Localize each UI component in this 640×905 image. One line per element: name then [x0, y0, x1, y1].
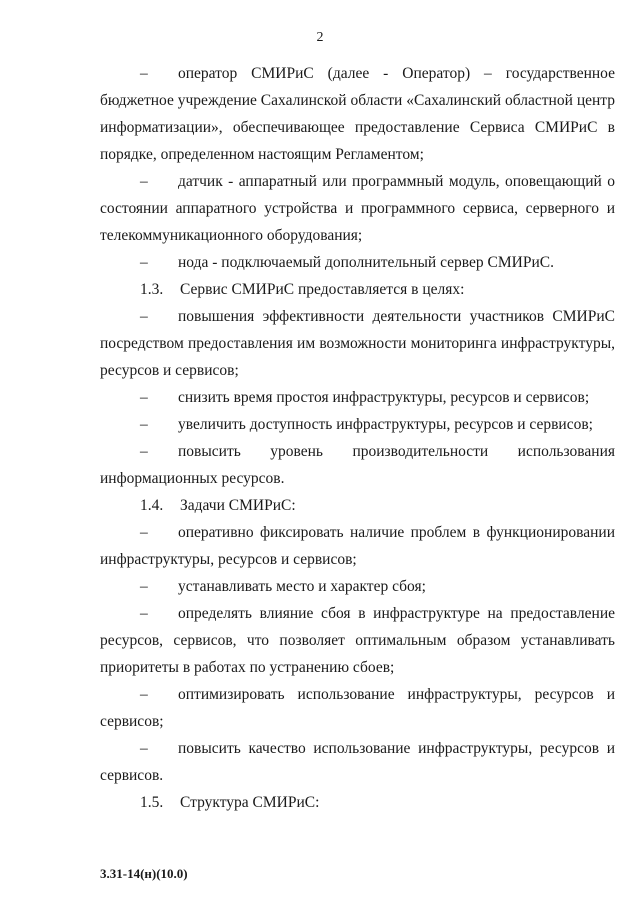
list-dash: – — [140, 254, 148, 271]
text-line: сервисов; — [100, 713, 164, 730]
list-item: – повысить уровень производительности использования — [140, 443, 615, 460]
text-line: посредством предоставления им возможности мониторинга инфраструктуры, — [100, 335, 615, 352]
list-item: – увеличить доступность инфраструктуры, ресурсов и сервисов; — [140, 416, 593, 433]
text-line: бюджетное учреждение Сахалинской области «Сахалинский областной центр — [100, 92, 615, 109]
list-item: – снизить время простоя инфраструктуры, ресурсов и сервисов; — [140, 389, 590, 406]
list-dash: – — [140, 686, 148, 703]
text-line: ресурсов и сервисов; — [100, 362, 239, 379]
page-number: 2 — [316, 30, 324, 45]
text-line: телекоммуникационного оборудования; — [100, 227, 363, 244]
list-item: – оперативно фиксировать наличие проблем в функционировании — [140, 524, 615, 541]
list-item: – датчик - аппаратный или программный модуль, оповещающий о — [140, 173, 615, 190]
text-line: ресурсов, сервисов, что позволяет оптимальным образом устанавливать — [100, 632, 615, 649]
list-dash: – — [140, 443, 148, 460]
list-dash: – — [140, 578, 148, 595]
list-item: – повысить качество использование инфраструктуры, ресурсов и — [140, 740, 615, 757]
text-line: сервисов. — [100, 767, 164, 784]
text-line: состоянии аппаратного устройства и программного сервиса, серверного и — [100, 200, 615, 217]
list-dash: – — [140, 308, 148, 325]
list-dash: – — [140, 416, 148, 433]
list-item: – оператор СМИРиС (далее - Оператор) – государственное — [140, 65, 615, 82]
list-dash: – — [140, 605, 148, 622]
list-item: – повышения эффективности деятельности участников СМИРиС — [140, 308, 615, 325]
text-line: инфраструктуры, ресурсов и сервисов; — [100, 551, 357, 568]
section-heading: 1.5. Структура СМИРиС: — [140, 794, 320, 811]
list-item: – оптимизировать использование инфраструктуры, ресурсов и — [140, 686, 615, 703]
list-item: – определять влияние сбоя в инфраструктуре на предоставление — [140, 605, 615, 622]
list-dash: – — [140, 524, 148, 541]
list-dash: – — [140, 65, 148, 82]
list-item: – устанавливать место и характер сбоя; — [140, 578, 426, 595]
text-line: информационных ресурсов. — [100, 470, 285, 487]
section-heading: 1.3. Сервис СМИРиС предоставляется в целях: — [140, 281, 465, 298]
list-dash: – — [140, 173, 148, 190]
section-heading: 1.4. Задачи СМИРиС: — [140, 497, 296, 514]
list-item: – нода - подключаемый дополнительный сервер СМИРиС. — [140, 254, 554, 271]
list-dash: – — [140, 389, 148, 406]
text-line: информатизации», обеспечивающее предоставление Сервиса СМИРиС в — [100, 119, 615, 136]
list-dash: – — [140, 740, 148, 757]
text-line: порядке, определенном настоящим Регламентом; — [100, 146, 424, 163]
text-line: приоритеты в работах по устранению сбоев; — [100, 659, 395, 676]
document-code: 3.31-14(н)(10.0) — [100, 866, 188, 881]
